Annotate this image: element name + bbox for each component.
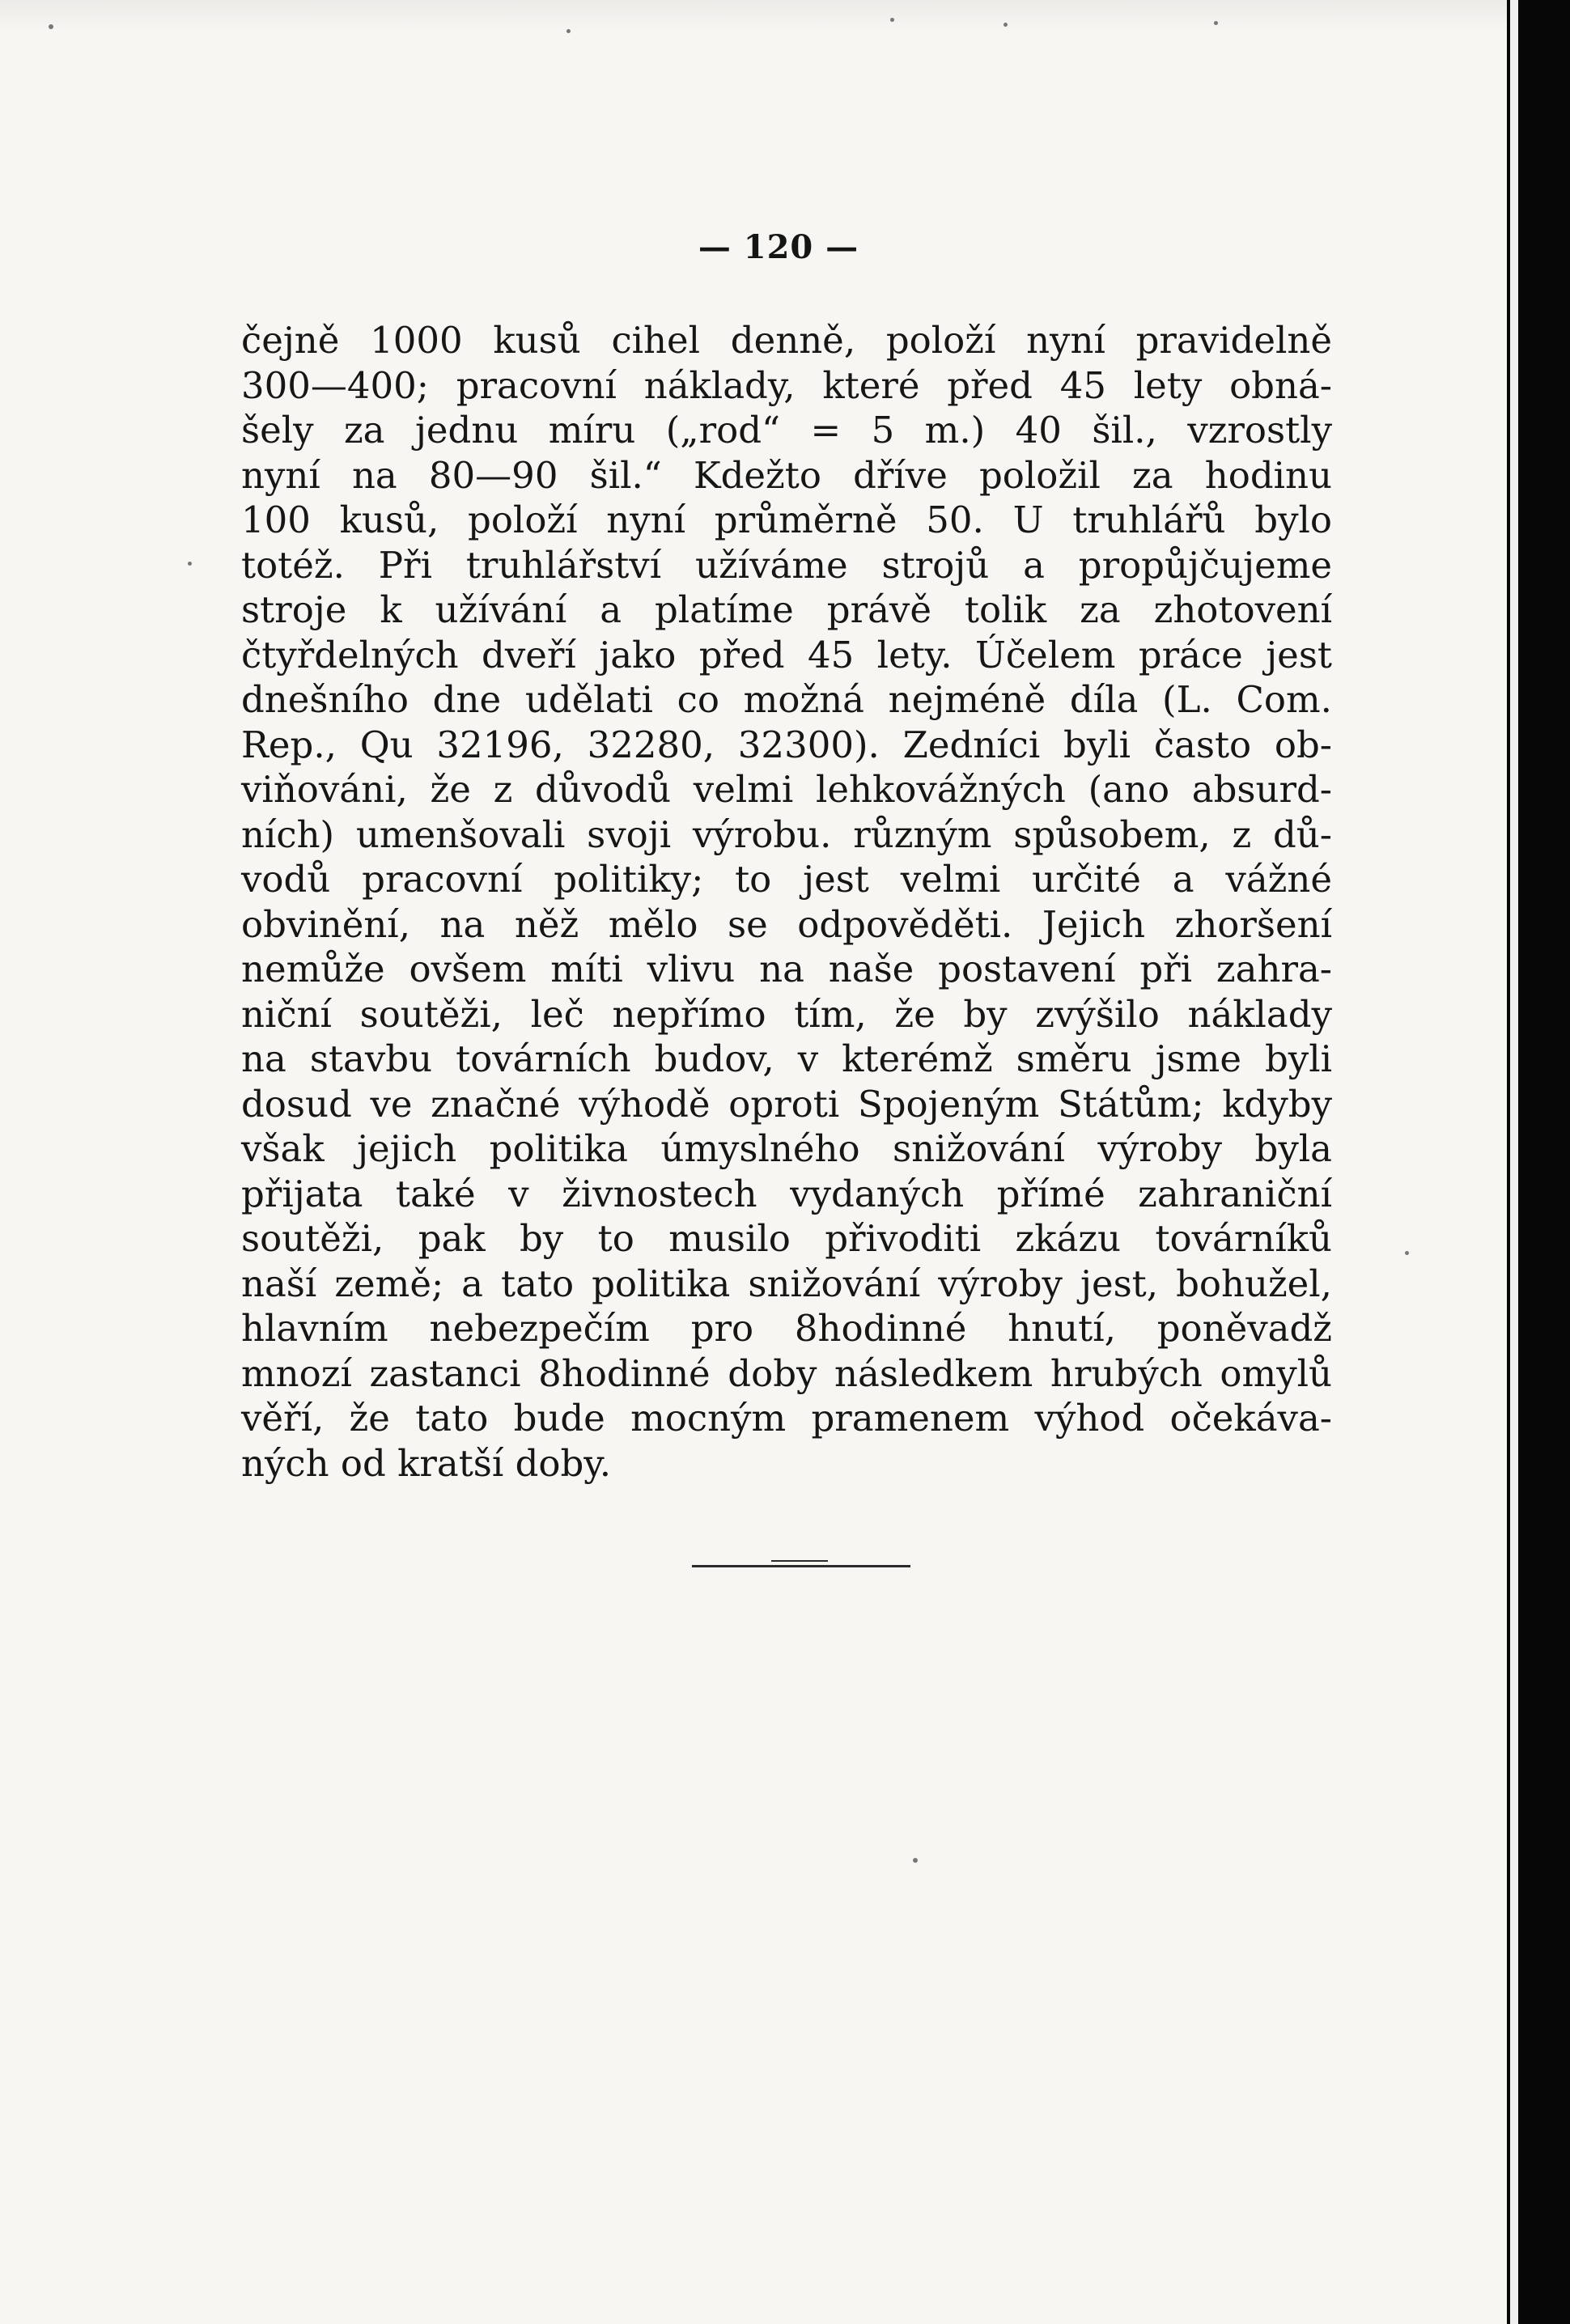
text-line: totéž. Při truhlářství užíváme strojů a propůjčujeme [241,543,1332,587]
text-line: ných od kratší doby. [241,1441,612,1485]
scan-speck [1004,23,1008,27]
text-line: mnozí zastanci 8hodinné doby následkem hrubých omylů [241,1351,1332,1395]
text-line: šely za jednu míru („rod“ = 5 m.) 40 šil., vzrostly [241,409,1332,452]
body-paragraph [241,318,1332,1486]
scan-speck [913,1858,918,1863]
text-line: však jejich politika úmyslného snižování výroby byla [241,1127,1332,1170]
scan-speck [188,562,192,566]
text-line: přijata také v živnostech vydaných přímé zahraniční [241,1172,1332,1215]
scan-border [1507,0,1570,2324]
text-line: 100 kusů, položí nyní průměrně 50. U truhlářů bylo [241,498,1332,541]
text-line: niční soutěži, leč nepřímo tím, že by zvýšilo náklady [241,992,1332,1036]
text-line: Rep., Qu 32196, 32280, 32300). Zedníci byli často ob- [241,723,1332,766]
text-line: vodů pracovní politiky; to jest velmi určité a vážné [241,858,1332,901]
text-line: ních) umenšovali svoji výrobu. různým spůsobem, z dů- [241,812,1332,856]
scan-speck [1405,1251,1409,1255]
text-line: soutěži, pak by to musilo přivoditi zkázu továrníků [241,1217,1332,1260]
text-line: stroje k užívání a platíme právě tolik za zhotovení [241,588,1332,631]
text-line: na stavbu továrních budov, v kterémž směru jsme byli [241,1037,1332,1080]
page-number: — 120 — [698,228,859,266]
text-line: věří, že tato bude mocným pramenem výhod očekáva- [241,1397,1332,1440]
scan-speck [566,29,571,33]
text-line: viňováni, že z důvodů velmi lehkovážných (ano absurd- [241,768,1332,811]
text-line: nemůže ovšem míti vlivu na naše postavení při zahra- [241,948,1332,990]
text-line: čejně 1000 kusů cihel denně, položí nyní pravidelně [241,319,1332,362]
text-line: obvinění, na něž mělo se odpověděti. Jejich zhoršení [241,902,1332,946]
scan-speck [49,24,53,29]
end-divider-rule [692,1565,910,1567]
end-divider-ornament [771,1560,828,1562]
page-edge [1510,0,1518,2324]
text-line: čtyřdelných dveří jako před 45 lety. Účelem práce jest [241,633,1332,676]
text-line: dosud ve značné výhodě oproti Spojeným Státům; kdyby [241,1082,1332,1126]
scan-speck [1214,21,1218,25]
text-line: nyní na 80—90 šil.“ Kdežto dříve položil za hodinu [241,453,1332,497]
text-line: naší země; a tato politika snižování výroby jest, bohužel, [241,1262,1332,1305]
scan-speck [890,18,894,22]
page-top-shadow [0,0,1507,32]
text-line: hlavním nebezpečím pro 8hodinné hnutí, poněvadž [241,1307,1332,1350]
text-line: 300—400; pracovní náklady, které před 45 lety obná- [241,363,1332,407]
text-line: dnešního dne udělati co možná nejméně díla (L. Com. [241,678,1332,721]
